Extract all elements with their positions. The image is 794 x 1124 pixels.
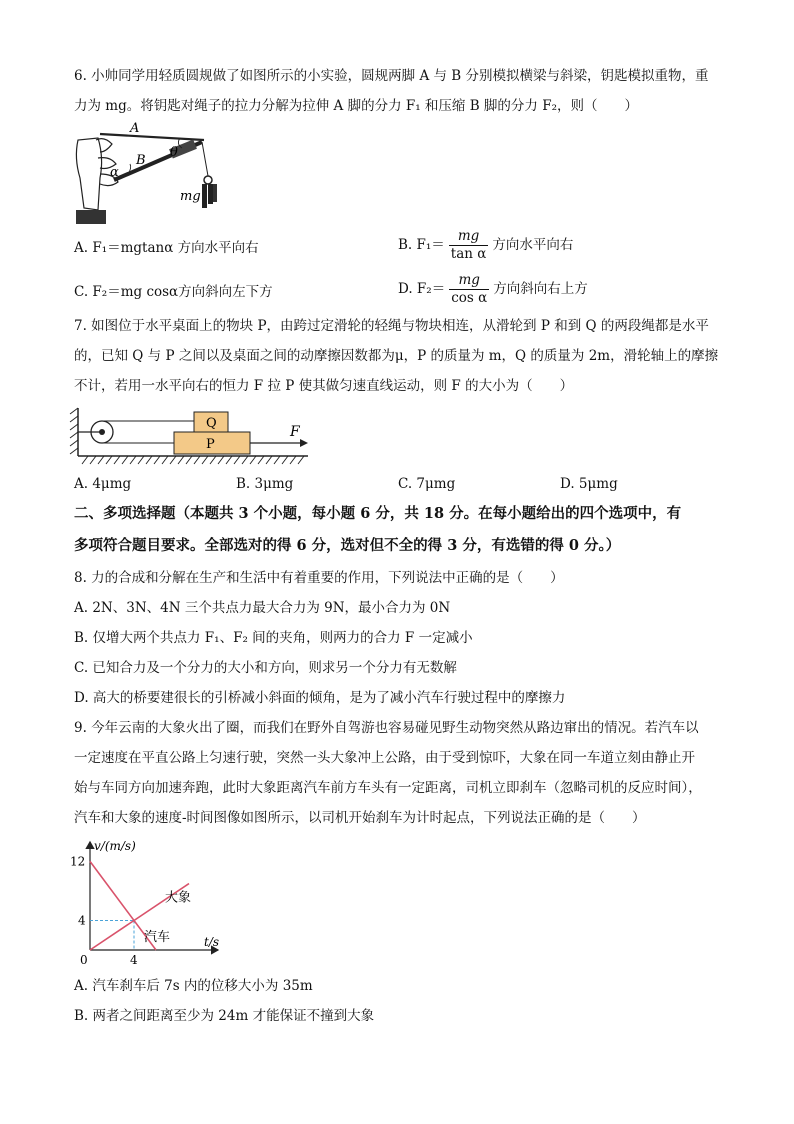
ground-hatch bbox=[90, 456, 96, 464]
ground-hatch bbox=[282, 456, 288, 464]
q7-stem-line1: 7. 如图位于水平桌面上的物块 P，由跨过定滑轮的轻绳与物块相连，从滑轮到 P 和到 Q 的两段绳都是水平 bbox=[74, 318, 709, 334]
q7-option-a[interactable]: A. 4μmg bbox=[74, 476, 132, 492]
q7-label-p: P bbox=[206, 437, 215, 452]
q6-option-a[interactable]: A. F₁＝mgtanα 方向水平向右 bbox=[74, 240, 259, 256]
q6-label-theta: θ bbox=[170, 145, 178, 160]
ground-hatch bbox=[210, 456, 216, 464]
ground-hatch bbox=[258, 456, 264, 464]
q9-stem-line1: 9. 今年云南的大象火出了圈，而我们在野外自驾游也容易碰见野生动物突然从路边窜出的情况。若汽车以 bbox=[74, 720, 699, 736]
ground-hatch bbox=[106, 456, 112, 464]
q6-option-d-prefix: D. F₂＝ bbox=[398, 281, 446, 297]
y-tick-label-4: 4 bbox=[78, 913, 86, 928]
x-tick-label-4: 4 bbox=[130, 953, 138, 966]
q6-option-b-denominator: tan α bbox=[450, 246, 487, 262]
q6-option-d-fraction bbox=[449, 272, 489, 307]
ground-hatch bbox=[274, 456, 280, 464]
q7-option-b[interactable]: B. 3μmg bbox=[236, 476, 294, 492]
q7-label-f: F bbox=[290, 424, 300, 440]
ground-hatch bbox=[82, 456, 88, 464]
ground-hatch bbox=[266, 456, 272, 464]
ground-hatch bbox=[194, 456, 200, 464]
ground-hatch bbox=[138, 456, 144, 464]
q6-stem-line1: 6. 小帅同学用轻质圆规做了如图所示的小实验，圆规两脚 A 与 B 分别模拟横梁与斜梁，钥匙模拟重物，重 bbox=[74, 68, 709, 84]
q8-option-d[interactable]: D. 高大的桥要建很长的引桥减小斜面的倾角，是为了减小汽车行驶过程中的摩擦力 bbox=[74, 690, 566, 706]
q6-label-a: A bbox=[130, 121, 140, 136]
ground-hatch bbox=[154, 456, 160, 464]
series-label-car: 汽车 bbox=[144, 930, 171, 946]
ground-hatch bbox=[170, 456, 176, 464]
q7-pulley-figure bbox=[68, 404, 318, 468]
q6-compass-figure bbox=[70, 118, 230, 226]
section2-heading-line1: 二、多项选择题（本题共 3 个小题，每小题 6 分，共 18 分。在每小题给出的四个选项中，有 bbox=[74, 505, 682, 522]
q6-label-alpha: α bbox=[110, 165, 119, 180]
ground-hatch bbox=[242, 456, 248, 464]
ground-hatch bbox=[298, 456, 304, 464]
q7-stem-line2: 的，已知 Q 与 P 之间以及桌面之间的动摩擦因数都为μ，P 的质量为 m，Q 的质量为 2m，滑轮轴上的摩擦 bbox=[74, 348, 719, 364]
section2-heading-line2: 多项符合题目要求。全部选对的得 6 分，选对但不全的得 3 分，有选错的得 0 分。） bbox=[74, 537, 621, 554]
q8-option-b[interactable]: B. 仅增大两个共点力 F₁、F₂ 间的夹角，则两力的合力 F 一定减小 bbox=[74, 630, 473, 646]
ground-hatch bbox=[250, 456, 256, 464]
q9-velocity-time-chart bbox=[70, 838, 230, 966]
q9-stem-line2: 一定速度在平直公路上匀速行驶，突然一头大象冲上公路，由于受到惊吓，大象在同一车道立刻由静止开 bbox=[74, 750, 695, 766]
q7-option-d[interactable]: D. 5μmg bbox=[560, 476, 618, 492]
ground-hatch bbox=[290, 456, 296, 464]
q9-option-b[interactable]: B. 两者之间距离至少为 24m 才能保证不撞到大象 bbox=[74, 1008, 375, 1024]
ground-hatch bbox=[178, 456, 184, 464]
q9-stem-line4: 汽车和大象的速度-时间图像如图所示，以司机开始刹车为计时起点，下列说法正确的是（ ） bbox=[74, 810, 646, 826]
q6-label-mg: mg bbox=[180, 189, 201, 204]
q6-option-d[interactable] bbox=[398, 272, 588, 307]
y-axis-label: v/(m/s) bbox=[94, 839, 136, 853]
ground-hatch bbox=[130, 456, 136, 464]
q6-option-b-fraction bbox=[449, 228, 489, 263]
q9-stem-line3: 始与车同方向加速奔跑，此时大象距离汽车前方车头有一定距离，司机立即刹车（忽略司机的反应时间）， bbox=[74, 780, 702, 796]
q6-option-b[interactable] bbox=[398, 228, 573, 263]
ground-hatch bbox=[218, 456, 224, 464]
ground-hatch bbox=[162, 456, 168, 464]
q6-option-d-numerator: mg bbox=[449, 272, 489, 290]
q7-option-c[interactable]: C. 7μmg bbox=[398, 476, 456, 492]
q8-option-a[interactable]: A. 2N、3N、4N 三个共点力最大合力为 9N，最小合力为 0N bbox=[74, 600, 451, 616]
ground-hatch bbox=[114, 456, 120, 464]
q6-option-b-suffix: 方向水平向右 bbox=[492, 237, 574, 253]
q7-stem-line3: 不计，若用一水平向右的恒力 F 拉 P 使其做匀速直线运动，则 F 的大小为（ ） bbox=[74, 378, 574, 394]
ground-hatch bbox=[122, 456, 128, 464]
q6-stem-line2: 力为 mg。将钥匙对绳子的拉力分解为拉伸 A 脚的分力 F₁ 和压缩 B 脚的分力 F₂，则（ ） bbox=[74, 98, 638, 114]
q6-label-b: B bbox=[136, 153, 146, 168]
ground-hatch bbox=[98, 456, 104, 464]
y-tick-label-12: 12 bbox=[70, 854, 86, 869]
x-axis-label: t/s bbox=[204, 935, 220, 949]
origin-label: 0 bbox=[80, 953, 88, 966]
q6-option-c[interactable]: C. F₂＝mg cosα方向斜向左下方 bbox=[74, 284, 273, 300]
ground-hatch bbox=[186, 456, 192, 464]
q6-option-b-numerator: mg bbox=[449, 228, 489, 246]
q6-option-d-suffix: 方向斜向右上方 bbox=[493, 281, 588, 297]
q8-stem: 8. 力的合成和分解在生产和生活中有着重要的作用，下列说法中正确的是（ ） bbox=[74, 570, 564, 586]
q7-label-q: Q bbox=[206, 416, 217, 431]
series-label-elephant: 大象 bbox=[165, 890, 192, 906]
ground-hatch bbox=[146, 456, 152, 464]
q6-option-b-prefix: B. F₁＝ bbox=[398, 237, 445, 253]
ground-hatch bbox=[202, 456, 208, 464]
q6-option-d-denominator: cos α bbox=[451, 290, 488, 306]
q8-option-c[interactable]: C. 已知合力及一个分力的大小和方向，则求另一个分力有无数解 bbox=[74, 660, 457, 676]
ground-hatch bbox=[226, 456, 232, 464]
q9-option-a[interactable]: A. 汽车刹车后 7s 内的位移大小为 35m bbox=[74, 978, 313, 994]
ground-hatch bbox=[234, 456, 240, 464]
